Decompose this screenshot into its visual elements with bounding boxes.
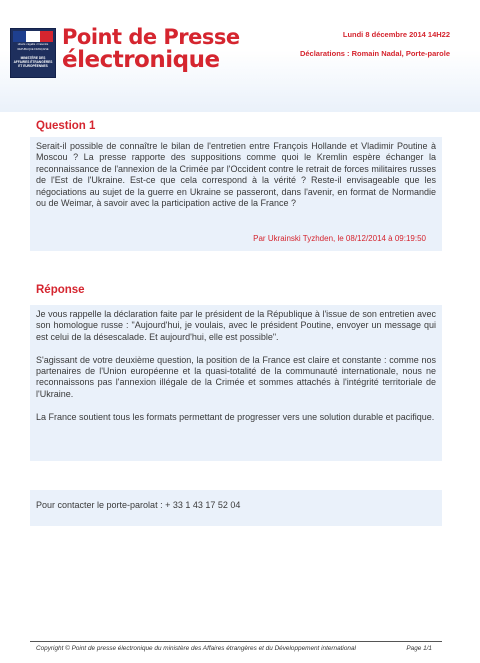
reponse-paragraph: Je vous rappelle la déclaration faite par le président de la République à l'issue de son entretien avec son homologue russe : "Aujourd'hui, je voulais, avec le président Poutine, envoyer un message qui est celui de la désescalade. Et aujourd'hui, elle est possible". bbox=[36, 309, 436, 342]
logo-republic: RÉPUBLIQUE FRANÇAISE bbox=[17, 48, 49, 51]
footer bbox=[36, 645, 436, 652]
footer-copyright: Copyright © Point de presse électronique du ministère des Affaires étrangères et du Développement international bbox=[36, 645, 356, 652]
question-text: Serait-il possible de connaître le bilan de l'entretien entre François Hollande et Vladimir Poutine à Moscou ? La presse rapporte des suppositions comme quoi le Kremlin espère échanger la reconnaissance de l'annexion de la Crimée par l'Occident contre le retrait de forces militaires russes de l'Est de l'Ukraine. Est-ce que cela correspond à la vérité ? Reste-il envisageable que les négociations au sujet de la guerre en Ukraine se passeront, dans l'avenir, en format de Normandie ou de Weimar, à savoir avec la participation active de la France ? bbox=[36, 141, 436, 209]
question-author: Par Ukrainski Tyzhden, le 08/12/2014 à 09:19:50 bbox=[253, 234, 426, 243]
question-title: Question 1 bbox=[36, 120, 96, 132]
footer-page-number: Page 1/1 bbox=[406, 645, 432, 652]
header-date: Lundi 8 décembre 2014 14H22 bbox=[342, 30, 450, 39]
publication-title bbox=[62, 27, 240, 72]
reponse-paragraph: S'agissant de votre deuxième question, la position de la France est claire et constante : comme nos partenaires de l'Union européenne et la quasi-totalité de la communauté internationale, nous ne reconnaissons pas l'annexion illégale de la Crimée et sommes attachés à l'intégrité territoriale de l'Ukraine. bbox=[36, 354, 436, 399]
logo-motto: Liberté • Égalité • Fraternité bbox=[17, 43, 49, 46]
header-declarations: Déclarations : Romain Nadal, Porte-parole bbox=[299, 49, 450, 58]
publication-title-line2: électronique bbox=[62, 47, 220, 73]
reponse-paragraph: La France soutient tous les formats permettant de progresser vers une solution durable et pacifique. bbox=[36, 411, 435, 422]
contact-box bbox=[30, 490, 442, 526]
french-flag-icon bbox=[13, 31, 53, 42]
reponse-box bbox=[30, 305, 442, 461]
ministry-logo bbox=[10, 28, 56, 78]
footer-divider bbox=[30, 641, 442, 642]
publication-title-line1: Point de Presse bbox=[62, 25, 240, 49]
reponse-title: Réponse bbox=[36, 284, 85, 296]
question-box bbox=[30, 137, 442, 251]
logo-ministry-name: MINISTÈRE DES AFFAIRES ÉTRANGÈRES ET EUROPÉENNES bbox=[13, 56, 53, 68]
contact-text: Pour contacter le porte-parolat : + 33 1 43 17 52 04 bbox=[36, 500, 241, 510]
